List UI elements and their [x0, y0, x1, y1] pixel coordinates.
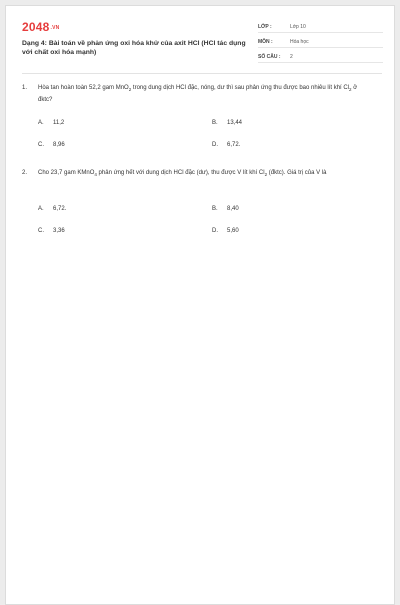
option-c[interactable] — [38, 228, 65, 234]
meta-class — [258, 20, 383, 33]
document-page — [5, 5, 395, 605]
header-divider — [22, 73, 382, 74]
question-1 — [22, 82, 372, 108]
question-text: Cho 23,7 gam KMnO$_4$ phản ứng hết với dung dịch HCl đặc (dư), thu được V lít khí $Cl_2$ (đktc). Giá trị của V là — [38, 170, 327, 178]
option-text: 11,2 — [53, 120, 65, 126]
site-logo[interactable] — [22, 20, 59, 34]
option-letter: A. — [38, 120, 44, 126]
option-text: 8,40 — [227, 206, 239, 212]
meta-subject-label: MÔN : — [258, 39, 273, 45]
option-a[interactable] — [38, 120, 64, 126]
meta-count-label: SỐ CÂU : — [258, 54, 281, 60]
option-text: 5,60 — [227, 228, 239, 234]
option-text: 8,96 — [53, 142, 65, 148]
meta-subject-value: Hóa học — [290, 39, 309, 45]
option-text: 13,44 — [227, 120, 243, 126]
logo-text: 2048 — [22, 20, 50, 34]
option-letter: A. — [38, 206, 44, 212]
meta-class-value: Lớp 10 — [290, 24, 306, 30]
option-letter: D. — [212, 142, 218, 148]
option-letter: B. — [212, 206, 218, 212]
option-letter: C. — [38, 228, 44, 234]
option-letter: C. — [38, 142, 44, 148]
option-d[interactable] — [212, 228, 239, 234]
option-letter: D. — [212, 228, 218, 234]
option-text: 6,72. — [227, 142, 241, 148]
option-text: 3,36 — [53, 228, 65, 234]
option-d[interactable] — [212, 142, 240, 148]
option-letter: B. — [212, 120, 218, 126]
meta-count-value: 2 — [290, 54, 293, 60]
worksheet-title: Dạng 4: Bài toán về phản ứng oxi hóa khử của axit HCl (HCl tác dụng với chất oxi hóa mạnh) — [22, 40, 246, 56]
question-2 — [22, 167, 372, 193]
meta-class-label: LỚP : — [258, 24, 272, 30]
question-text: Hòa tan hoàn toàn 52,2 gam MnO$_2$ trong dung dịch HCl đặc, nóng, dư thì sau phản ứng thu được bao nhiêu lít khí $Cl_2$ ở đktc? — [38, 85, 358, 103]
meta-question-count — [258, 50, 383, 63]
question-number: 2. — [22, 170, 28, 176]
option-a[interactable] — [38, 206, 66, 212]
option-b[interactable] — [212, 206, 239, 212]
logo-suffix: .VN — [50, 24, 60, 31]
option-b[interactable] — [212, 120, 242, 126]
option-c[interactable] — [38, 142, 65, 148]
question-number: 1. — [22, 85, 28, 91]
meta-subject — [258, 35, 383, 48]
option-text: 6,72. — [53, 206, 67, 212]
